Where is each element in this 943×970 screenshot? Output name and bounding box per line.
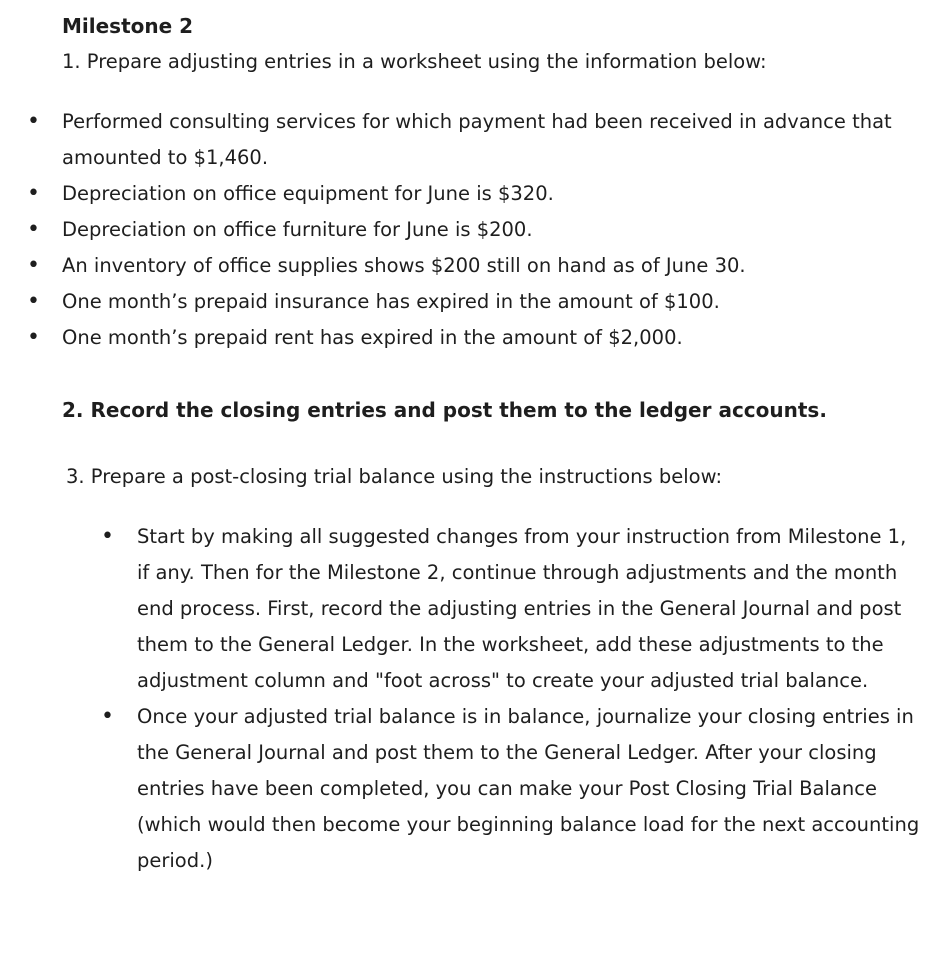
instruction-text: Start by making all suggested changes from your instruction from Milestone 1, if any. Then for the Milestone 2, continue through adjustments and the month end process. First, record the adjusting entries in the General Journal and post them to the General Ledger. In the worksheet, add these adjustments to the adjustment column and "foot across" to create your adjusted trial balance. <box>137 525 907 692</box>
adjustment-item <box>0 212 943 248</box>
step-2-heading: 2. Record the closing entries and post them to the ledger accounts. <box>62 398 827 422</box>
instructions-list <box>0 519 943 879</box>
page-title: Milestone 2 <box>62 14 194 38</box>
bullet-icon: • <box>27 325 40 350</box>
adjustment-text: One month’s prepaid rent has expired in the amount of $2,000. <box>62 326 683 349</box>
adjustment-item <box>0 176 943 212</box>
adjustment-text: One month’s prepaid insurance has expired in the amount of $100. <box>62 290 720 313</box>
bullet-icon: • <box>101 524 114 549</box>
adjustment-text: Depreciation on office equipment for June is $320. <box>62 182 554 205</box>
instruction-item <box>0 519 943 699</box>
bullet-icon: • <box>27 289 40 314</box>
adjustment-item <box>0 320 943 356</box>
bullet-icon: • <box>27 217 40 242</box>
instruction-text: Once your adjusted trial balance is in balance, journalize your closing entries in the General Journal and post them to the General Ledger. After your closing entries have been completed, you can make your Post Closing Trial Balance (which would then become your beginning balance load for the next accounting period.) <box>137 705 920 872</box>
adjustment-text: Performed consulting services for which payment had been received in advance that amounted to $1,460. <box>62 110 892 169</box>
adjustment-text: Depreciation on office furniture for June is $200. <box>62 218 533 241</box>
adjustment-item <box>0 284 943 320</box>
instruction-item <box>0 699 943 879</box>
bullet-icon: • <box>27 253 40 278</box>
bullet-icon: • <box>27 181 40 206</box>
step-3-heading: 3. Prepare a post-closing trial balance using the instructions below: <box>66 465 723 488</box>
adjustment-text: An inventory of office supplies shows $200 still on hand as of June 30. <box>62 254 746 277</box>
step-1-heading: 1. Prepare adjusting entries in a worksheet using the information below: <box>62 50 767 73</box>
bullet-icon: • <box>101 704 114 729</box>
adjustments-list <box>0 104 943 356</box>
bullet-icon: • <box>27 109 40 134</box>
adjustment-item <box>0 248 943 284</box>
adjustment-item <box>0 104 943 176</box>
